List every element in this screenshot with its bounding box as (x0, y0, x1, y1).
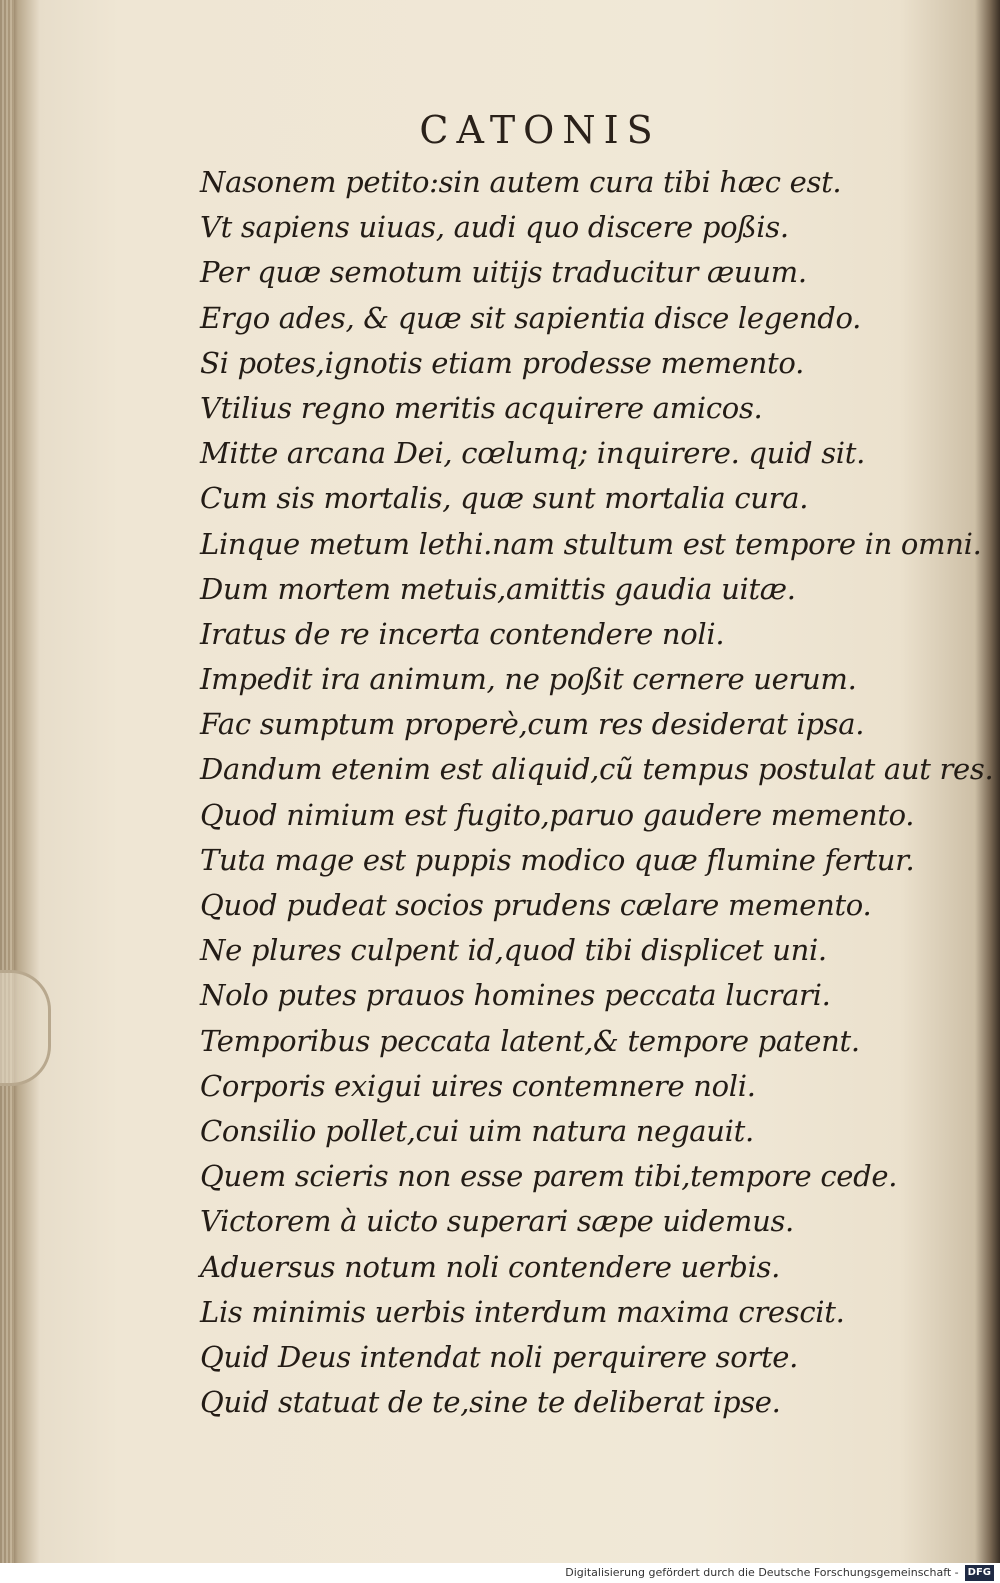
verse-line: Nolo putes prauos homines peccata lucrari. (200, 978, 831, 1013)
verse-line: Ne plures culpent id,quod tibi displicet uni. (200, 933, 827, 968)
verse-line: Cum sis mortalis, quæ sunt mortalia cura. (200, 481, 809, 516)
verse-line: Vt sapiens uiuas, audi quo discere poßis. (200, 210, 789, 245)
verse-line: Dandum etenim est aliquid,cũ tempus postulat aut res. (200, 752, 994, 787)
book-page-edges (0, 0, 14, 1563)
verse-line: Aduersus notum noli contendere uerbis. (200, 1249, 781, 1284)
verse-line: Temporibus peccata latent,& tempore patent. (200, 1023, 860, 1058)
verse-line: Fac sumptum properè,cum res desiderat ipsa. (200, 707, 865, 742)
verse-line: Mitte arcana Dei, cœlumq; inquirere. quid sit. (200, 436, 866, 471)
footer-credit: Digitalisierung gefördert durch die Deutsche Forschungsgemeinschaft - (565, 1566, 959, 1579)
verse-line: Tuta mage est puppis modico quæ flumine fertur. (200, 842, 915, 877)
verse-list (200, 160, 994, 1425)
verse-line: Si potes,ignotis etiam prodesse memento. (200, 345, 804, 380)
verse-line: Quod nimium est fugito,paruo gaudere memento. (200, 797, 915, 832)
verse-line: Victorem à uicto superari sæpe uidemus. (200, 1204, 794, 1239)
verse-line: Dum mortem metuis,amittis gaudia uitæ. (200, 571, 796, 606)
digitization-footer (0, 1563, 1000, 1583)
verse-line: Impedit ira animum, ne poßit cernere uerum. (200, 662, 857, 697)
verse-line: Quid statuat de te,sine te deliberat ipse. (200, 1385, 781, 1420)
dfg-logo: DFG (965, 1565, 994, 1581)
verse-line: Vtilius regno meritis acquirere amicos. (200, 390, 763, 425)
verse-line: Linque metum lethi.nam stultum est tempore in omni. (200, 526, 982, 561)
verse-line: Quid Deus intendat noli perquirere sorte. (200, 1339, 799, 1374)
book-clasp (0, 970, 51, 1086)
verse-line: Lis minimis uerbis interdum maxima crescit. (200, 1294, 845, 1329)
verse-line: Quod pudeat socios prudens cælare memento. (200, 888, 872, 922)
verse-line: Ergo ades, & quæ sit sapientia disce legendo. (200, 300, 862, 335)
verse-line: Iratus de re incerta contendere noli. (200, 616, 725, 651)
verse-line: Consilio pollet,cui uim natura negauit. (200, 1113, 754, 1148)
verse-line: Corporis exigui uires contemnere noli. (200, 1068, 756, 1103)
running-head: CATONIS (419, 108, 661, 152)
verse-line: Quem scieris non esse parem tibi,tempore cede. (200, 1159, 898, 1194)
verse-line: Nasonem petito:sin autem cura tibi hæc est. (200, 165, 842, 199)
verse-line: Per quæ semotum uitijs traducitur æuum. (200, 255, 807, 290)
